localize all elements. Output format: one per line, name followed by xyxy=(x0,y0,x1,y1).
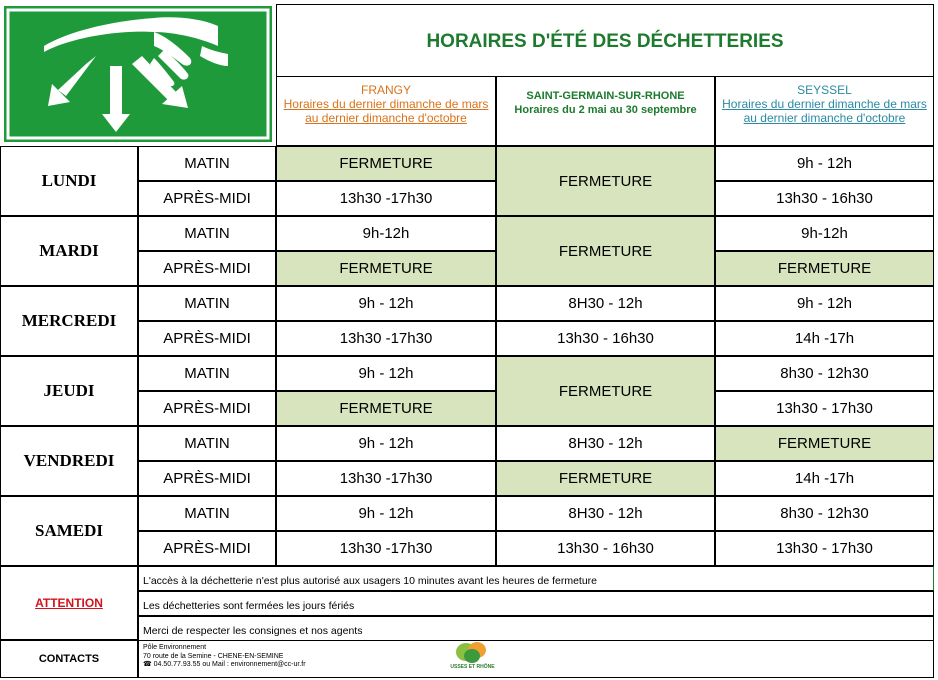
period-morning: MATIN xyxy=(138,146,276,181)
attention-line-3: Merci de respecter les consignes et nos agents xyxy=(138,616,934,641)
day-mercredi: MERCREDI xyxy=(0,286,138,356)
mercredi-seyssel-morning: 9h - 12h xyxy=(715,286,934,321)
hand-arrows-icon xyxy=(4,6,272,142)
mardi-sgr-day: FERMETURE xyxy=(496,216,715,286)
attention-line-2: Les déchetteries sont fermées les jours fériés xyxy=(138,591,934,616)
jeudi-seyssel-afternoon: 13h30 - 17h30 xyxy=(715,391,934,426)
period-afternoon: APRÈS-MIDI xyxy=(138,391,276,426)
contact-line-2: 70 route de la Semine - CHENE-EN-SEMINE xyxy=(143,652,284,660)
contact-line-3: ☎ 04.50.77.93.55 ou Mail : environnement@cc-ur.fr xyxy=(143,661,306,668)
day-jeudi: JEUDI xyxy=(0,356,138,426)
logo-cell xyxy=(0,0,276,146)
contacts-box xyxy=(138,640,934,678)
site-frangy-period-2: au dernier dimanche d'octobre xyxy=(305,111,467,125)
mardi-seyssel-afternoon: FERMETURE xyxy=(715,251,934,286)
period-afternoon: APRÈS-MIDI xyxy=(138,181,276,216)
lundi-frangy-morning: FERMETURE xyxy=(276,146,496,181)
mercredi-frangy-morning: 9h - 12h xyxy=(276,286,496,321)
samedi-frangy-afternoon: 13h30 -17h30 xyxy=(276,531,496,566)
jeudi-sgr-day: FERMETURE xyxy=(496,356,715,426)
attention-line-1: L'accès à la déchetterie n'est plus autorisé aux usagers 10 minutes avant les heures de fermeture xyxy=(138,566,934,591)
jeudi-frangy-morning: 9h - 12h xyxy=(276,356,496,391)
period-morning: MATIN xyxy=(138,496,276,531)
title-cell xyxy=(276,4,934,76)
mardi-seyssel-morning: 9h-12h xyxy=(715,216,934,251)
jeudi-frangy-afternoon: FERMETURE xyxy=(276,391,496,426)
site-seyssel-header xyxy=(715,76,934,146)
samedi-sgr-morning: 8H30 - 12h xyxy=(496,496,715,531)
site-sgr-header xyxy=(496,76,715,146)
site-sgr-period: Horaires du 2 mai au 30 septembre xyxy=(514,104,697,116)
day-vendredi: VENDREDI xyxy=(0,426,138,496)
contact-line-1: Pôle Environnement xyxy=(143,644,207,651)
mardi-frangy-afternoon: FERMETURE xyxy=(276,251,496,286)
vendredi-frangy-morning: 9h - 12h xyxy=(276,426,496,461)
page-title: HORAIRES D'ÉTÉ DES DÉCHETTERIES xyxy=(426,31,784,52)
vendredi-sgr-morning: 8H30 - 12h xyxy=(496,426,715,461)
period-afternoon: APRÈS-MIDI xyxy=(138,531,276,566)
day-lundi: LUNDI xyxy=(0,146,138,216)
contacts-label: CONTACTS xyxy=(0,640,138,678)
mercredi-seyssel-afternoon: 14h -17h xyxy=(715,321,934,356)
site-seyssel-period-1: Horaires du dernier dimanche de mars xyxy=(722,97,927,111)
mercredi-frangy-afternoon: 13h30 -17h30 xyxy=(276,321,496,356)
lundi-sgr-day: FERMETURE xyxy=(496,146,715,216)
period-afternoon: APRÈS-MIDI xyxy=(138,251,276,286)
community-logo-text: USSES ET RHÔNE xyxy=(450,664,495,670)
site-frangy-header xyxy=(276,76,496,146)
site-frangy-name: FRANGY xyxy=(360,83,411,97)
period-afternoon: APRÈS-MIDI xyxy=(138,461,276,496)
vendredi-seyssel-afternoon: 14h -17h xyxy=(715,461,934,496)
samedi-seyssel-afternoon: 13h30 - 17h30 xyxy=(715,531,934,566)
period-morning: MATIN xyxy=(138,356,276,391)
lundi-seyssel-morning: 9h - 12h xyxy=(715,146,934,181)
day-mardi: MARDI xyxy=(0,216,138,286)
period-morning: MATIN xyxy=(138,216,276,251)
lundi-seyssel-afternoon: 13h30 - 16h30 xyxy=(715,181,934,216)
day-samedi: SAMEDI xyxy=(0,496,138,566)
period-morning: MATIN xyxy=(138,426,276,461)
samedi-sgr-afternoon: 13h30 - 16h30 xyxy=(496,531,715,566)
community-logo xyxy=(450,640,495,676)
mercredi-sgr-afternoon: 13h30 - 16h30 xyxy=(496,321,715,356)
leaf-icon xyxy=(450,640,495,666)
mardi-frangy-morning: 9h-12h xyxy=(276,216,496,251)
recycling-logo xyxy=(4,6,272,142)
vendredi-seyssel-morning: FERMETURE xyxy=(715,426,934,461)
site-frangy-period-1: Horaires du dernier dimanche de mars xyxy=(283,97,489,111)
samedi-seyssel-morning: 8h30 - 12h30 xyxy=(715,496,934,531)
vendredi-sgr-afternoon: FERMETURE xyxy=(496,461,715,496)
period-afternoon: APRÈS-MIDI xyxy=(138,321,276,356)
vendredi-frangy-afternoon: 13h30 -17h30 xyxy=(276,461,496,496)
period-morning: MATIN xyxy=(138,286,276,321)
site-seyssel-period-2: au dernier dimanche d'octobre xyxy=(743,111,906,125)
site-seyssel-name: SEYSSEL xyxy=(797,83,852,97)
mercredi-sgr-morning: 8H30 - 12h xyxy=(496,286,715,321)
attention-label: ATTENTION xyxy=(0,566,138,640)
lundi-frangy-afternoon: 13h30 -17h30 xyxy=(276,181,496,216)
site-sgr-name: SAINT-GERMAIN-SUR-RHONE xyxy=(526,90,685,102)
samedi-frangy-morning: 9h - 12h xyxy=(276,496,496,531)
jeudi-seyssel-morning: 8h30 - 12h30 xyxy=(715,356,934,391)
